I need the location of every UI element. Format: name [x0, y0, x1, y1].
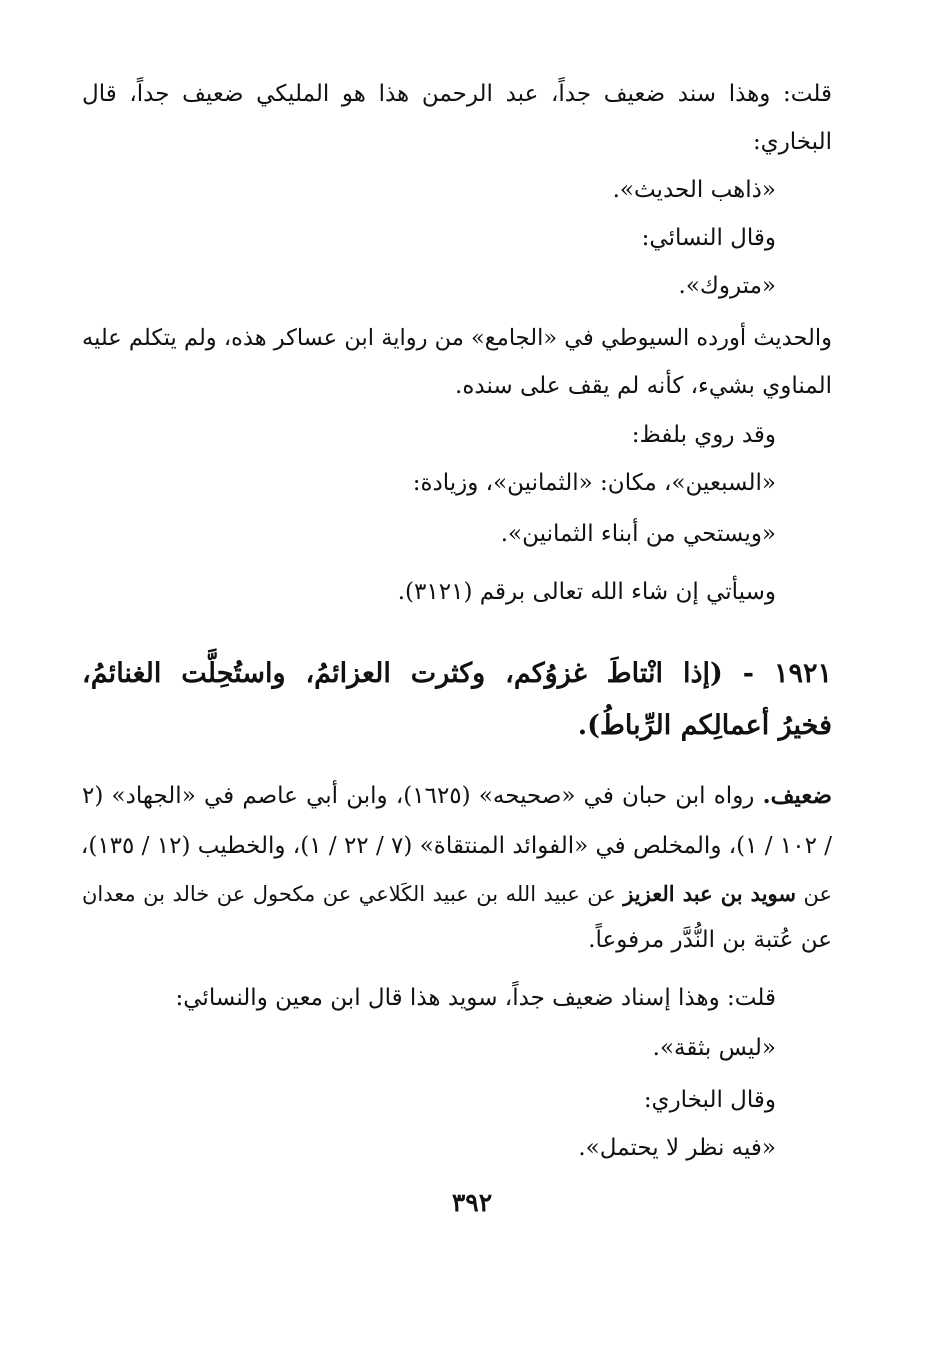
quote-line: «ذاهب الحديث».	[612, 177, 776, 203]
text-line: وسيأتي إن شاء الله تعالى برقم (٣١٢١).	[397, 579, 776, 605]
quote-line: «متروك».	[678, 273, 776, 299]
takhrij-line: / ١٠٢ / ١)، والمخلص في «الفوائد المنتقاة» (٧ / ٢٢ / ١)، والخطيب (١٢ / ١٣٥)،	[80, 833, 832, 859]
takhrij-line: عن عُتبة بن النُّدَّر مرفوعاً.	[588, 927, 832, 953]
takhrij-text: عن عبيد الله بن عبيد الكَلاعي عن مكحول عن خالد بن معدان	[82, 882, 624, 906]
narrator-name: سويد بن عبد العزيز	[623, 881, 796, 906]
page-number: ٣٩٢	[451, 1188, 493, 1217]
takhrij-line	[82, 780, 832, 812]
grade-label: ضعيف.	[762, 782, 832, 809]
text-line: وقال النسائي:	[641, 225, 776, 251]
text-line: قلت: وهذا إسناد ضعيف جداً، سويد هذا قال ابن معين والنسائي:	[175, 985, 776, 1011]
text-line: البخاري:	[752, 129, 832, 155]
takhrij-line	[82, 878, 832, 910]
text-line: والحديث أورده السيوطي في «الجامع» من رواية ابن عساكر هذه، ولم يتكلم عليه	[82, 325, 832, 351]
hadith-heading-line: فخيرُ أعمالِكم الرِّباطُ).	[577, 710, 832, 741]
text-line: وقال البخاري:	[643, 1087, 776, 1113]
quote-line: «ويستحي من أبناء الثمانين».	[500, 521, 776, 547]
quote-line: «فيه نظر لا يحتمل».	[578, 1135, 776, 1161]
takhrij-text: رواه ابن حبان في «صحيحه» (١٦٢٥)، وابن أبي عاصم في «الجهاد» (٢	[82, 783, 763, 809]
takhrij-text: عن	[795, 882, 832, 906]
text-line: المناوي بشيء، كأنه لم يقف على سنده.	[455, 373, 832, 399]
text-line: وقد روي بلفظ:	[631, 422, 776, 448]
quote-line: «ليس بثقة».	[652, 1035, 776, 1061]
text-line: «السبعين»، مكان: «الثمانين»، وزيادة:	[412, 470, 776, 496]
text-line: قلت: وهذا سند ضعيف جداً، عبد الرحمن هذا هو المليكي ضعيف جداً، قال	[82, 81, 832, 107]
hadith-heading-line: ١٩٢١ - (إذا انْتاطَ غزوُكم، وكثرت العزائمُ، واستُحِلَّت الغنائمُ،	[82, 658, 832, 689]
